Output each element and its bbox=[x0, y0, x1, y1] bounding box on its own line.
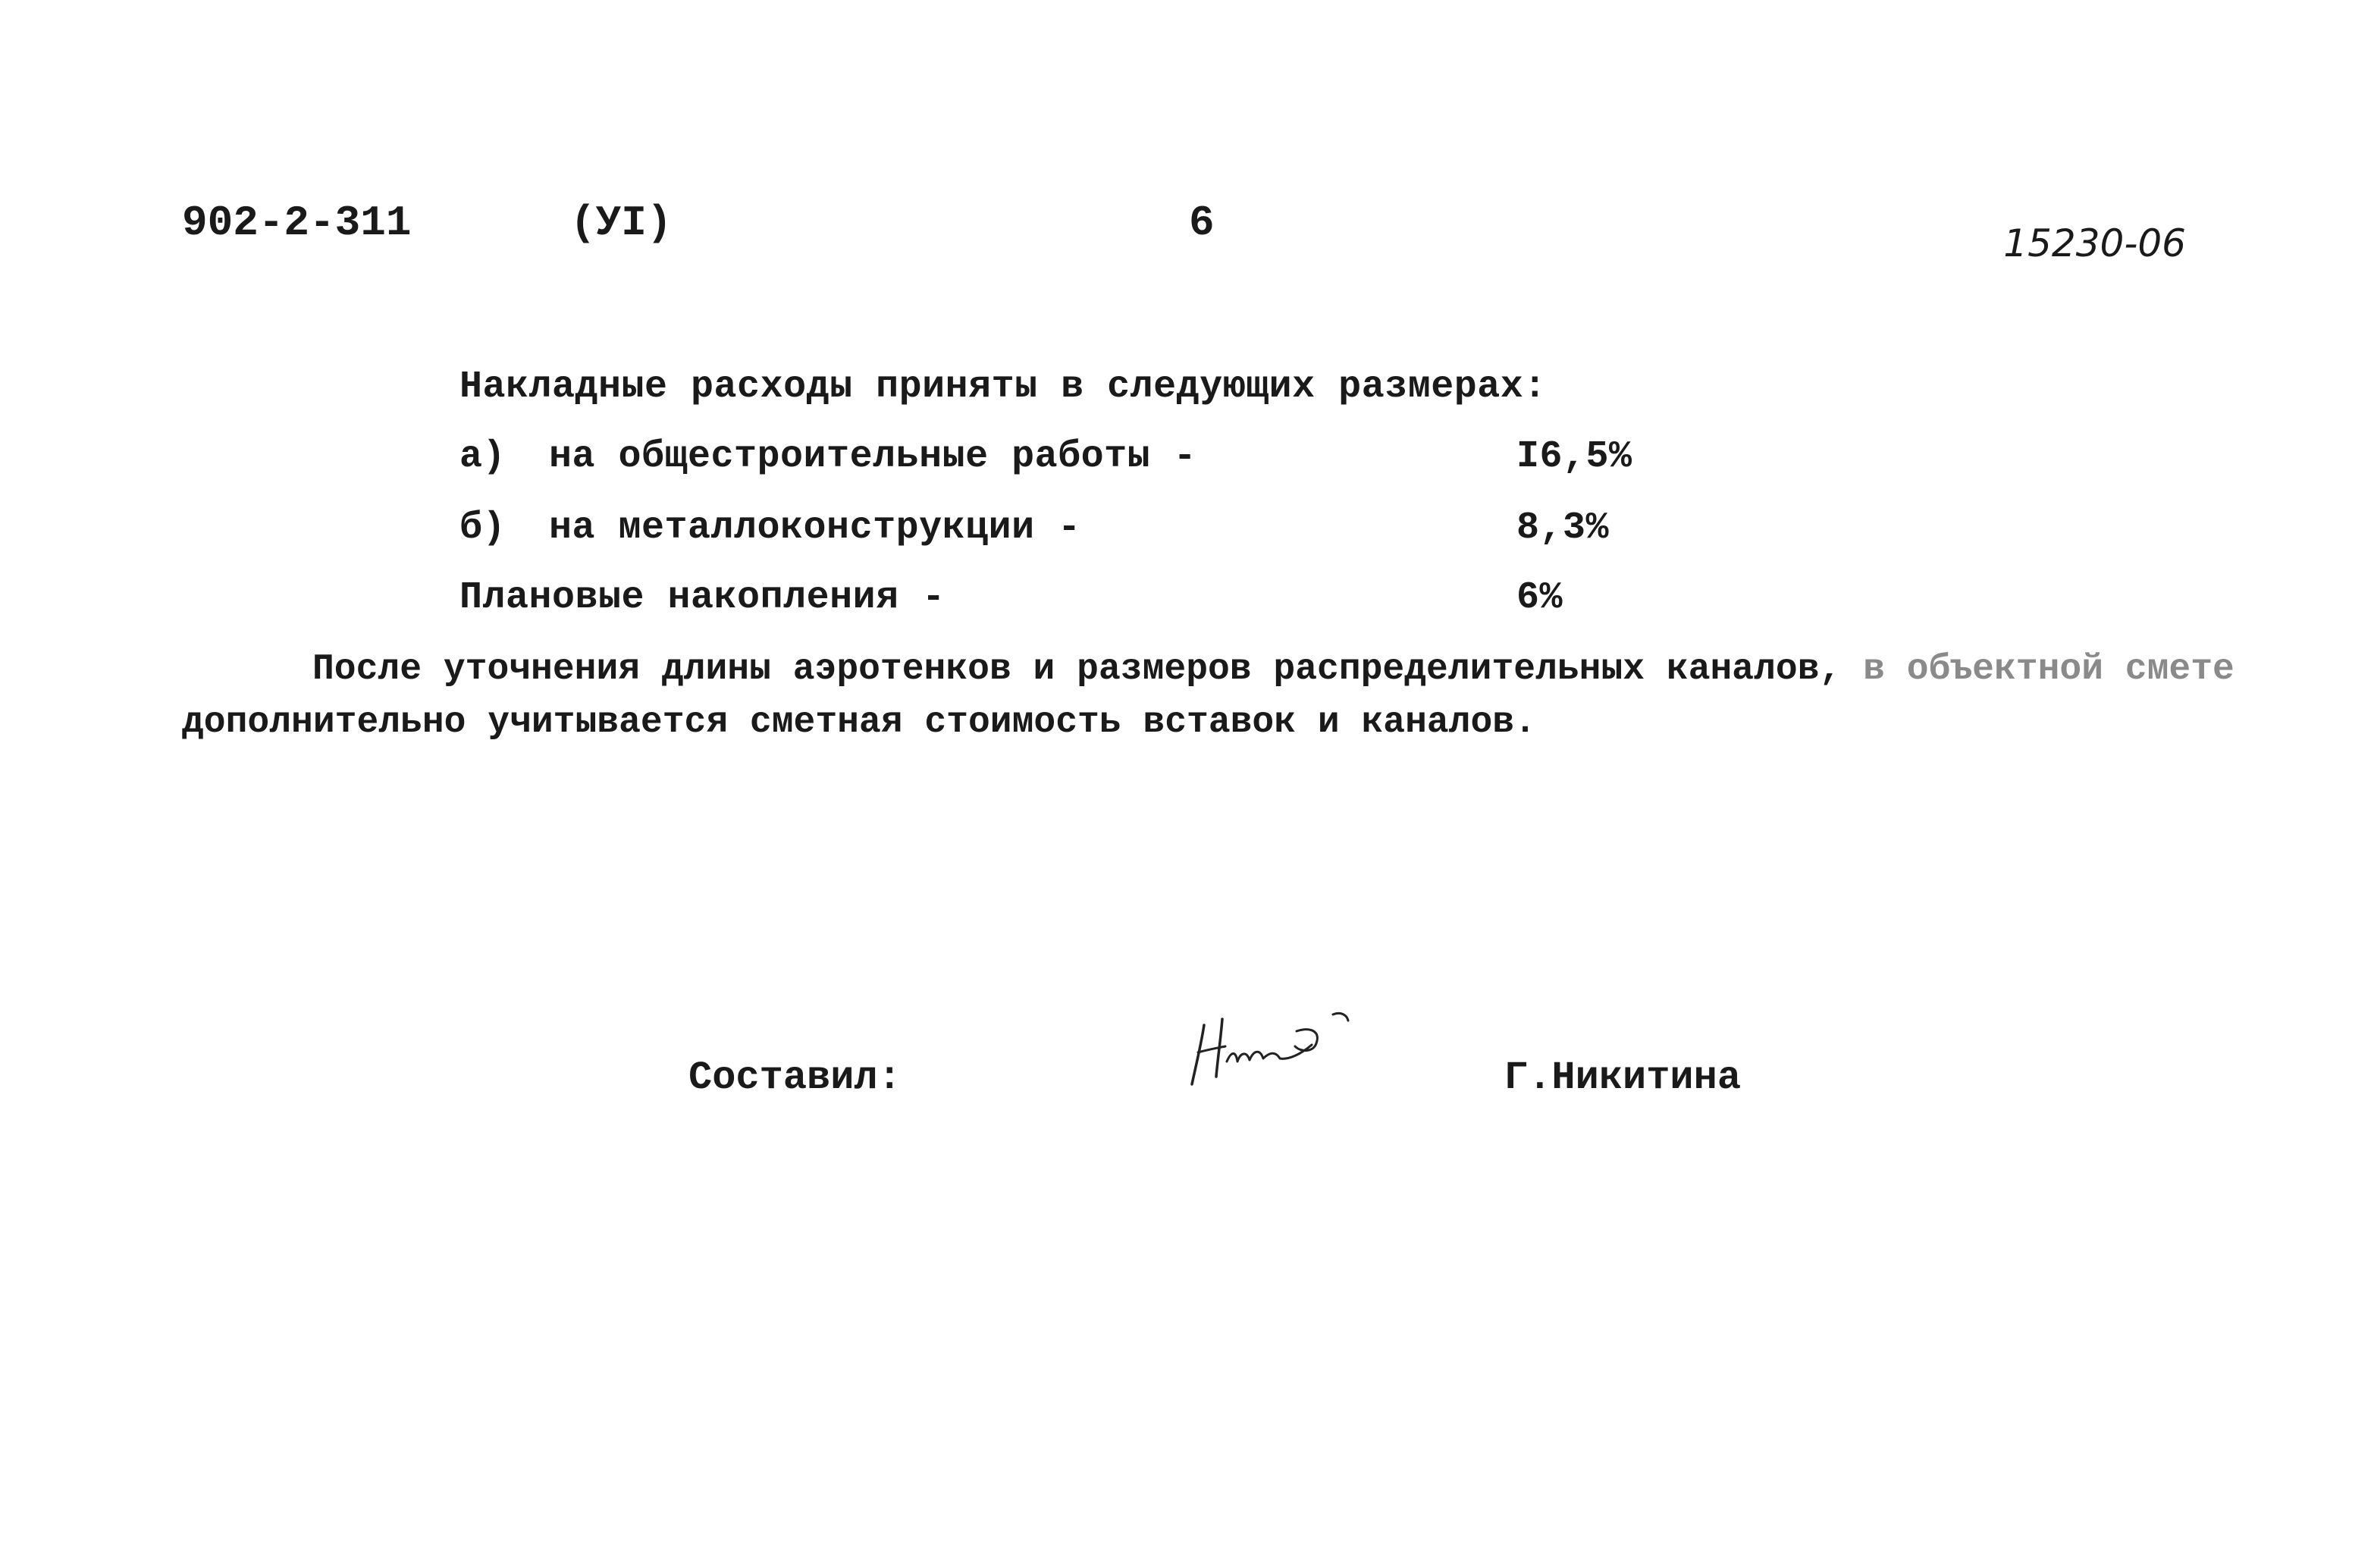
planned-savings-value: 6% bbox=[1516, 576, 1563, 619]
handwritten-signature bbox=[1183, 1008, 1372, 1092]
note-line-2: дополнительно учитывается сметная стоимость вставок и каналов. bbox=[182, 702, 1536, 743]
compiled-by-label: Составил: bbox=[688, 1055, 902, 1100]
note-line-1-main: После уточнения длины аэротенков и размеров распределительных каналов, bbox=[312, 649, 1842, 690]
overhead-item-a-text: на общестроительные работы - bbox=[549, 435, 1197, 478]
planned-savings-label: Плановые накопления - bbox=[459, 576, 946, 619]
document-code: 902-2-311 bbox=[182, 199, 412, 247]
overhead-item-a-marker: а) bbox=[459, 435, 506, 478]
note-line-1-faded: в объектной смете bbox=[1863, 649, 2234, 690]
overhead-item-b-text: на металлоконструкции - bbox=[549, 506, 1081, 550]
part-number: (УI) bbox=[570, 199, 673, 247]
overheads-intro: Накладные расходы приняты в следующих размерах: bbox=[459, 365, 1547, 409]
sheet-number: 15230-06 bbox=[2003, 221, 2186, 265]
overhead-item-b bbox=[459, 506, 1081, 550]
compiler-name: Г.Никитина bbox=[1504, 1055, 1742, 1100]
overhead-item-a-value: I6,5% bbox=[1516, 435, 1632, 478]
page-number: 6 bbox=[1189, 199, 1215, 247]
overhead-item-a bbox=[459, 435, 1196, 478]
overhead-item-b-value: 8,3% bbox=[1516, 506, 1610, 550]
note-line-1 bbox=[312, 649, 2234, 690]
overhead-item-b-marker: б) bbox=[459, 506, 506, 550]
